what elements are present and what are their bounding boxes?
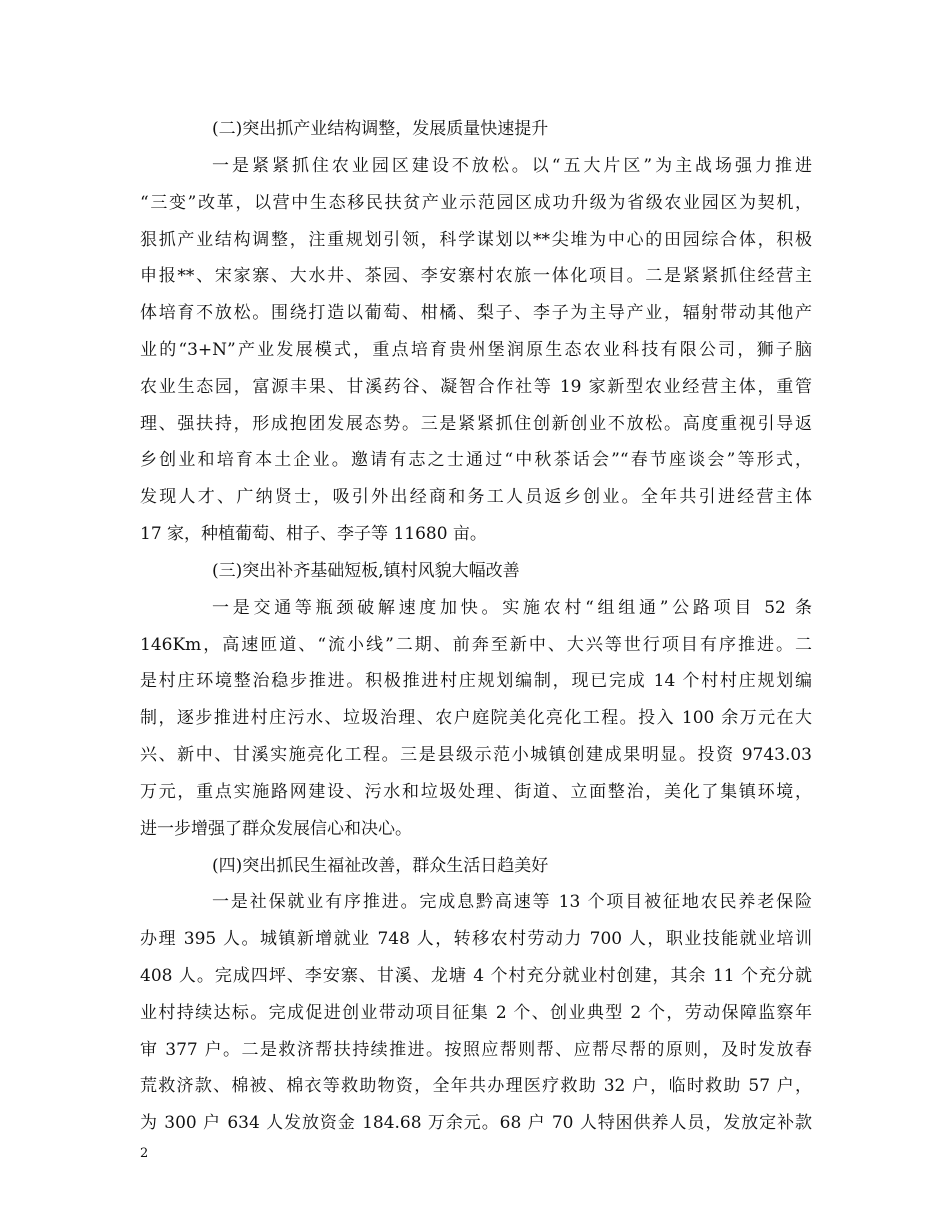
paragraph-line: 荒救济款、棉被、棉衣等救助物资，全年共办理医疗救助 32 户，临时救助 57 户，: [140, 1076, 812, 1096]
paragraph-line: 制，逐步推进村庄污水、垃圾治理、农户庭院美化亮化工程。投入 100 余万元在大: [140, 708, 812, 728]
paragraph-line: 是村庄环境整治稳步推进。积极推进村庄规划编制，现已完成 14 个村村庄规划编: [140, 671, 812, 691]
paragraph-line: 办理 395 人。城镇新增就业 748 人，转移农村劳动力 700 人，职业技能就业培训: [140, 929, 812, 949]
paragraph-line: 体培育不放松。围绕打造以葡萄、柑橘、梨子、李子为主导产业，辐射带动其他产: [140, 303, 812, 323]
paragraph-line: 兴、新中、甘溪实施亮化工程。三是县级示范小城镇创建成果明显。投资 9743.03: [140, 745, 812, 765]
paragraph-line: 农业生态园，富源丰果、甘溪药谷、凝智合作社等 19 家新型农业经营主体，重管: [140, 377, 812, 397]
paragraph-line: 一是交通等瓶颈破解速度加快。实施农村“组组通”公路项目 52 条: [212, 598, 812, 618]
paragraph-line: 146Km，高速匝道、“流小线”二期、前奔至新中、大兴等世行项目有序推进。二: [140, 635, 812, 655]
section-heading-4: (四)突出抓民生福祉改善，群众生活日趋美好: [212, 856, 549, 876]
paragraph-line: 408 人。完成四坪、李安寨、甘溪、龙塘 4 个村充分就业村创建，其余 11 个充分就: [140, 966, 812, 986]
page-number: 2: [140, 1146, 149, 1161]
paragraph-line: 17 家，种植葡萄、柑子、李子等 11680 亩。: [140, 524, 487, 544]
paragraph-line: 万元，重点实施路网建设、污水和垃圾处理、街道、立面整治，美化了集镇环境，: [140, 782, 812, 802]
paragraph-line: 一是紧紧抓住农业园区建设不放松。以“五大片区”为主战场强力推进: [212, 156, 812, 176]
section-heading-2: (二)突出抓产业结构调整，发展质量快速提升: [212, 119, 549, 139]
paragraph-line: “三变”改革，以营中生态移民扶贫产业示范园区成功升级为省级农业园区为契机，: [140, 193, 812, 213]
paragraph-line: 为 300 户 634 人发放资金 184.68 万余元。68 户 70 人特困供养人员，发放定补款: [140, 1113, 812, 1133]
paragraph-line: 申报**、宋家寨、大水井、茶园、李安寨村农旅一体化项目。二是紧紧抓住经营主: [140, 266, 812, 286]
paragraph-line: 狠抓产业结构调整，注重规划引领，科学谋划以**尖堆为中心的田园综合体，积极: [140, 230, 812, 250]
paragraph-line: 理、强扶持，形成抱团发展态势。三是紧紧抓住创新创业不放松。高度重视引导返: [140, 414, 812, 434]
paragraph-line: 业的“3+N”产业发展模式，重点培育贵州堡润原生态农业科技有限公司，狮子脑: [140, 340, 812, 360]
paragraph-line: 业村持续达标。完成促进创业带动项目征集 2 个、创业典型 2 个，劳动保障监察年: [140, 1003, 812, 1023]
paragraph-line: 发现人才、广纳贤士，吸引外出经商和务工人员返乡创业。全年共引进经营主体: [140, 487, 812, 507]
paragraph-line: 一是社保就业有序推进。完成息黔高速等 13 个项目被征地农民养老保险: [212, 892, 812, 912]
section-heading-3: (三)突出补齐基础短板,镇村风貌大幅改善: [212, 561, 520, 581]
paragraph-line: 审 377 户。二是救济帮扶持续推进。按照应帮则帮、应帮尽帮的原则，及时发放春: [140, 1040, 812, 1060]
paragraph-line: 进一步增强了群众发展信心和决心。: [140, 819, 412, 839]
paragraph-line: 乡创业和培育本土企业。邀请有志之士通过“中秋茶话会”“春节座谈会”等形式，: [140, 450, 812, 470]
